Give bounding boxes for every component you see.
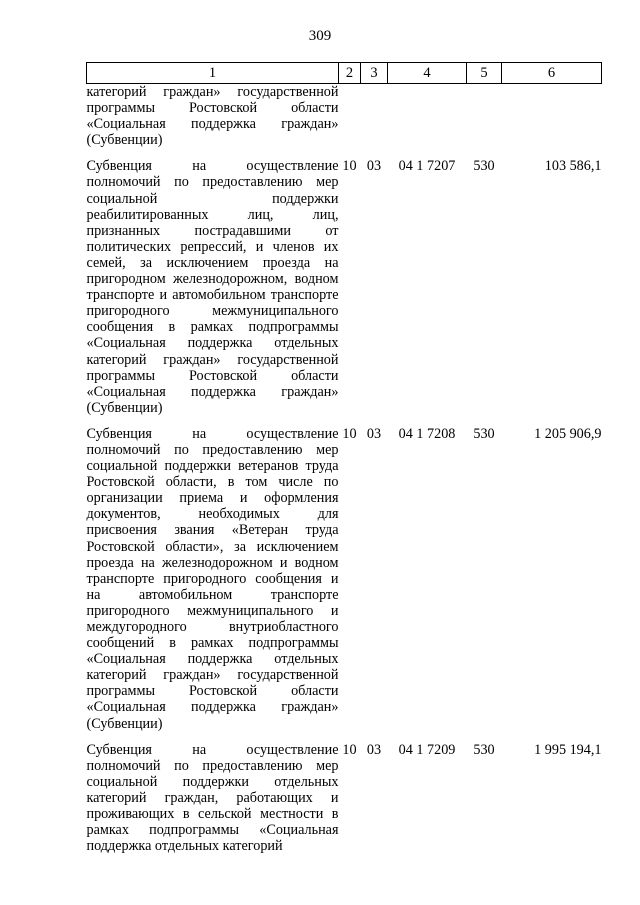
header-col-3: 3: [361, 63, 388, 84]
header-col-4: 4: [388, 63, 467, 84]
row-subsection: 03: [366, 741, 382, 758]
continuation-text: категорий граждан» государственной программы Ростовской области «Социальная поддержка граждан» (Субвенции): [86, 84, 339, 149]
row-section: 10: [342, 158, 357, 175]
row-subsection: 03: [366, 158, 382, 175]
table-header-row: [87, 63, 602, 84]
header-col-5: 5: [467, 63, 502, 84]
row-target-code: 04 1 7208: [398, 425, 456, 442]
row-expense-type: 530: [473, 741, 495, 758]
row-description: Субвенция на осуществление полномочий по предоставлению мер социальной поддержки отдельных категорий граждан, работающих и проживающих в сельской местности в рамках подпрограммы «Социальная поддержка отдельных категорий: [86, 741, 339, 855]
row-section: 10: [342, 741, 357, 758]
row-subsection: 03: [366, 425, 382, 442]
header-col-2: 2: [339, 63, 361, 84]
row-description: Субвенция на осуществление полномочий по предоставлению мер социальной поддержки ветеранов труда Ростовской области, в том числе по организации приема и оформления документов, необходимых для присвоения звания «Ветеран труда Ростовской области», за исключением проезда на железнодорожном и водном транспорте пригородного сообщения и на автомобильном транспорте пригородного межмуниципального и междугородного внутриобластного сообщений в рамках подпрограммы «Социальная поддержка отдельных категорий граждан» государственной программы Ростовской области «Социальная поддержка граждан» (Субвенции): [86, 425, 339, 732]
row-description: Субвенция на осуществление полномочий по предоставлению мер социальной поддержки реабилитированных лиц, лиц, признанных пострадавшими от политических репрессий, и членов их семей, за исключением проезда на пригородном железнодорожном, водном транспорте и автомобильном транспорте пригородного межмуниципального сообщения в рамках подпрограммы «Социальная поддержка отдельных категорий граждан» государственной программы Ростовской области «Социальная поддержка граждан» (Субвенции): [86, 158, 339, 416]
row-section: 10: [342, 425, 357, 442]
table-row: [87, 426, 602, 732]
page-number: 309: [308, 28, 332, 44]
budget-table: [86, 62, 602, 854]
header-col-1: 1: [87, 63, 339, 84]
row-target-code: 04 1 7209: [398, 741, 456, 758]
continuation-row: [87, 84, 602, 149]
row-amount: 103 586,1: [544, 158, 602, 175]
row-expense-type: 530: [473, 425, 495, 442]
row-amount: 1 995 194,1: [534, 741, 602, 758]
table-row: [87, 742, 602, 855]
header-col-6: 6: [502, 63, 602, 84]
row-target-code: 04 1 7207: [398, 158, 456, 175]
table-row: [87, 158, 602, 416]
row-amount: 1 205 906,9: [534, 425, 602, 442]
row-expense-type: 530: [473, 158, 495, 175]
